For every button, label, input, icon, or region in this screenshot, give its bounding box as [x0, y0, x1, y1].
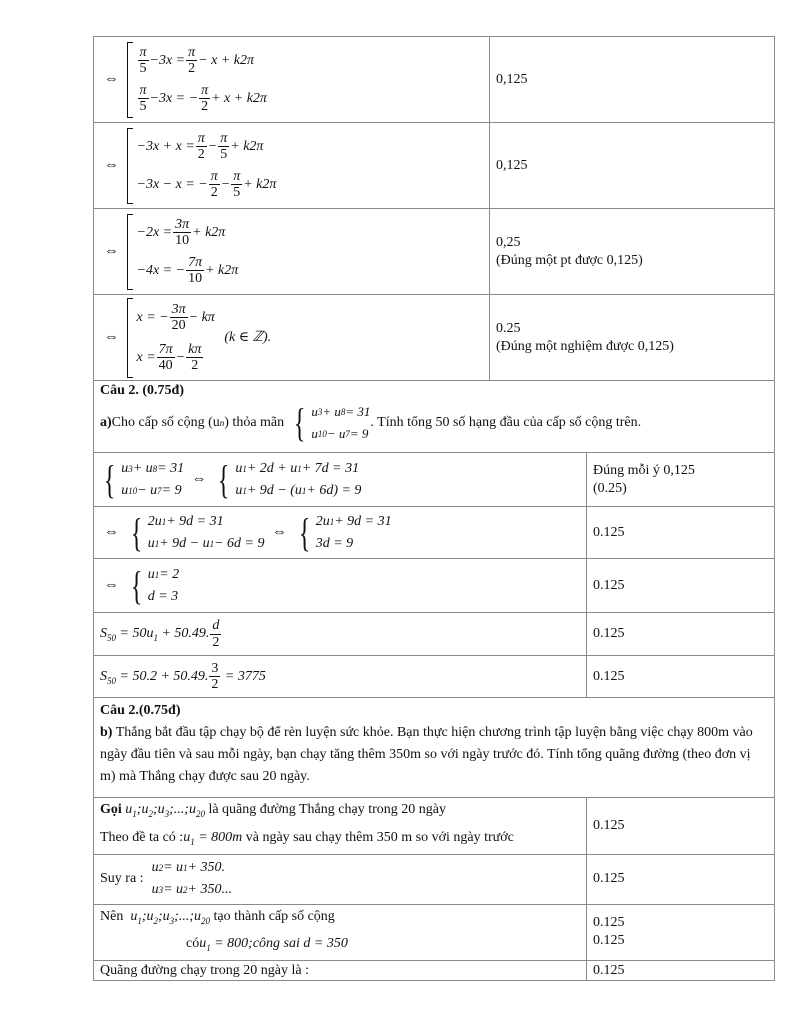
table-row	[94, 507, 775, 559]
answer-key-page	[93, 36, 774, 981]
score-cell: 0.25 (Đúng một nghiệm được 0,125)	[490, 295, 775, 381]
score-cell: 0,125	[490, 37, 775, 123]
math-cell: ⇔ −3x + x = $\frac{\pi}{2}$ − $\frac{\pi}{5}$ + k2π −3x − x = − $\frac{\pi}{2}$ − $\frac{\pi}{5}$ + k2π	[94, 123, 490, 209]
math-cell: ⇔ { 2u 1 + 9d = 31 u 1 + 9d − u 1 − 6d = 9 ⇔ { 2u 1 + 9d = 31 3d = 9	[94, 507, 587, 559]
part-label: b)	[100, 725, 113, 740]
label: Suy ra :	[100, 871, 144, 887]
math-cell: $S_{50} = 50u_1 + 50.49$. $\frac{d}{2}$	[94, 613, 587, 656]
score-cell: 0.125 0.125	[587, 904, 775, 961]
score-cell: 0.125	[587, 613, 775, 656]
table-row	[94, 798, 775, 855]
table-row	[94, 453, 775, 507]
text: tạo thành cấp số cộng	[213, 908, 335, 924]
table-row	[94, 698, 775, 798]
score-cell: 0,25 (Đúng một pt được 0,125)	[490, 209, 775, 295]
question-2b-cell	[94, 698, 775, 798]
question-text: ) thỏa mãn	[224, 415, 285, 430]
score-cell: 0.125	[587, 961, 775, 981]
math-cell: ⇔ $\frac{\pi}{5}$ −3x = $\frac{\pi}{2}$ − x + k2π $\frac{\pi}{5}$ −3x = − $\frac{\pi}{2}$ + x + k2π	[94, 37, 490, 123]
score-cell: 0.125	[587, 656, 775, 698]
question-title: Câu 2.(0.75đ)	[100, 703, 181, 718]
text: và ngày sau chạy thêm 350 m so với ngày trước	[245, 829, 514, 845]
table-row	[94, 295, 775, 381]
table-row	[94, 961, 775, 981]
text-cell	[94, 961, 587, 981]
score-cell: 0.125	[587, 798, 775, 855]
label: Gọi	[100, 802, 122, 817]
table-row	[94, 854, 775, 904]
text: Quãng đường chạy trong 20 ngày là :	[100, 962, 310, 978]
question-2a-cell: Câu 2. (0.75đ) a) Cho cấp số cộng (u n ) thỏa mãn { u 3 + u 8 = 31 u 10 − u 7 = 9 . Tính tổng 50 số hạng đầu của cấp số cộng trên.	[94, 381, 775, 453]
table-row	[94, 904, 775, 961]
math-cell: Nên $u_1;u_2;u_3;...;u_{20}$ tạo thành cấp số cộng cóu$_1$ = 800;công sai d = 350	[94, 904, 587, 961]
table-row	[94, 209, 775, 295]
text: là quãng đường Thắng chạy trong 20 ngày	[208, 802, 446, 817]
question-text: . Tính tổng 50 số hạng đầu của cấp số cộng trên.	[370, 415, 642, 430]
table-row	[94, 559, 775, 613]
score-cell: 0.125	[587, 507, 775, 559]
math-cell: ⇔ { u 1 = 2 d = 3	[94, 559, 587, 613]
math-cell: $S_{50} = 50.2 + 50.49$. $\frac{3}{2}$ = 3775	[94, 656, 587, 698]
answer-table-2a	[93, 452, 775, 981]
question-text: Cho cấp số cộng (u	[111, 415, 220, 430]
math-cell: Gọi $u_1;u_2;u_3;...;u_{20}$ là quãng đường Thắng chạy trong 20 ngày Theo đề ta có $:u_1 = 800m$ và ngày sau chạy thêm 350 m so với ngày trước	[94, 798, 587, 855]
label: Nên	[100, 908, 124, 924]
question-text: Thắng bắt đầu tập chạy bộ để rèn luyện sức khỏe. Bạn thực hiện chương trình tập luyện bằng việc chạy 800m vào ngày đầu tiên và sau mỗi ngày, bạn chạy tăng thêm 350m so với ngày trước đó. Tính tổng quãng đường (theo đơn vị m) mà Thắng chạy được sau 20 ngày.	[100, 725, 753, 784]
question-title: Câu 2. (0.75đ)	[100, 383, 185, 398]
math-cell: ⇔ x = − $\frac{3\pi}{20}$ − kπ x = $\frac{7\pi}{40}$ − $\frac{k\pi}{2}$ (k ∈ ℤ).	[94, 295, 490, 381]
table-row	[94, 37, 775, 123]
table-row	[94, 123, 775, 209]
score-cell: 0.125	[587, 559, 775, 613]
math-cell: Suy ra : u 2 = u 1 + 350. u 3 = u 2 + 350...	[94, 854, 587, 904]
score-cell: 0,125	[490, 123, 775, 209]
score-cell: 0.125	[587, 854, 775, 904]
math-cell: ⇔ −2x = $\frac{3\pi}{10}$ + k2π −4x = − $\frac{7\pi}{10}$ + k2π	[94, 209, 490, 295]
math-cell: { u 3 + u 8 = 31 u 10 − u 7 = 9 ⇔ { u 1 + 2d + u 1 + 7d = 31 u 1 + 9d − (u 1 + 6d) = 9	[94, 453, 587, 507]
table-row	[94, 656, 775, 698]
table-row	[94, 381, 775, 453]
score-cell: Đúng mỗi ý 0,125 (0.25)	[587, 453, 775, 507]
part-label: a)	[100, 415, 112, 430]
table-row	[94, 613, 775, 656]
text: Theo đề ta có :	[100, 829, 184, 845]
answer-table	[93, 36, 775, 453]
